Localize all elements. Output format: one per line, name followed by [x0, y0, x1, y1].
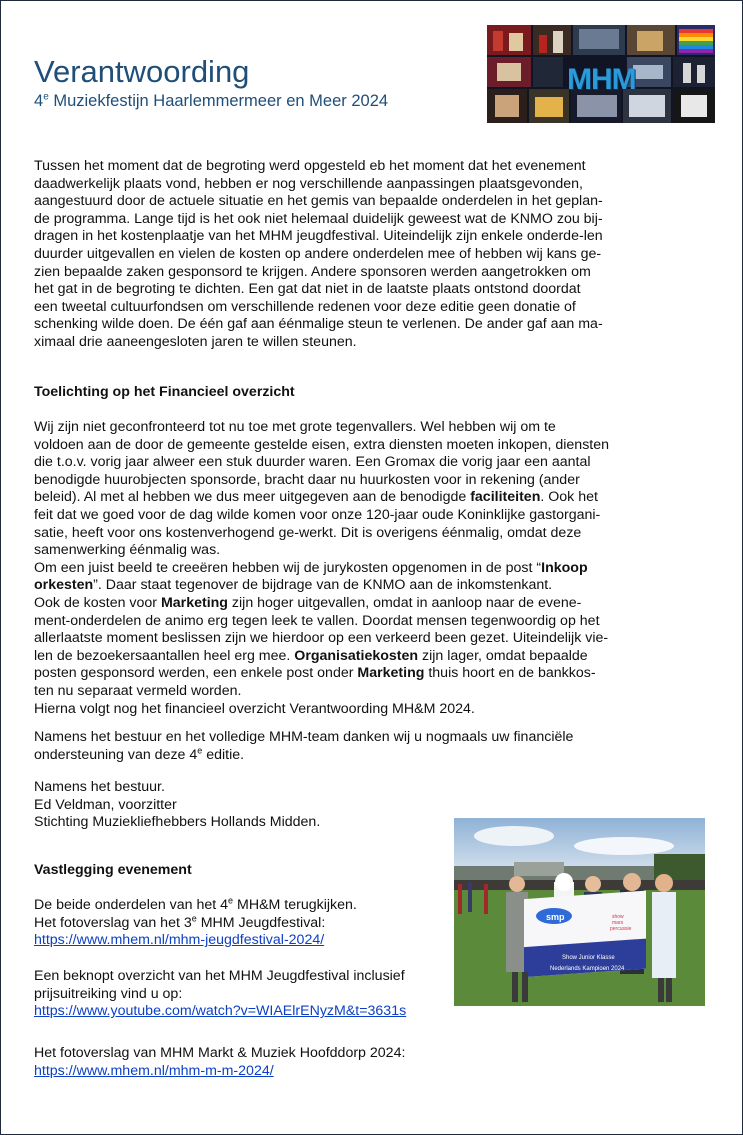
text-line: samenwerking éénmalig was. [34, 542, 221, 559]
banner-text-percussie: percussie [610, 926, 632, 932]
intro-line: de programma. Lange tijd is het ook niet helemaal duidelijk geweest wat de KNMO zou bij- [34, 210, 603, 227]
text-line: allerlaatste moment beslissen zijn we hierdoor op een verkeerd been gezet. Uiteindelijk vie- [34, 630, 609, 647]
text-line: Een beknopt overzicht van het MHM Jeugdfestival inclusief [34, 968, 405, 984]
banner-text-mars: mars [612, 920, 624, 926]
intro-paragraph [34, 158, 694, 352]
banner-text-show: show [612, 914, 624, 920]
text-line: Namens het bestuur en het volledige MHM-team danken wij u nogmaals uw financiële [34, 729, 574, 745]
superscript: e [191, 912, 197, 923]
subtitle-superscript: e [43, 91, 49, 103]
text-run: MHM Jeugdfestival: [196, 914, 326, 931]
bold-term-faciliteiten: faciliteiten [470, 489, 541, 506]
link-markt-muziek-fotoverslag[interactable]: https://www.mhem.nl/mhm-m-m-2024/ [34, 1062, 274, 1079]
intro-line: aangestuurd door de actuele situatie en het gemis van bepaalde onderdelen in het geplan- [34, 193, 603, 210]
text-run: posten gesponsord werden, een enkele post onder [34, 665, 358, 682]
intro-line: Tussen het moment dat de begroting werd opgesteld eb het moment dat het evenement [34, 158, 586, 174]
text-run: ”. Daar staat tegenover de bijdrage van de KNMO aan de inkomstenkant. [93, 577, 553, 594]
superscript: e [197, 744, 203, 755]
intro-line: duurder uitgevallen en vielen de kosten op andere onderdelen mee of hebben wij kans ge- [34, 245, 602, 262]
thanks-paragraph [34, 729, 694, 764]
banner-caption-1: Show Junior Klasse [562, 955, 615, 961]
text-line [34, 489, 694, 507]
text-line [34, 577, 694, 595]
event-photo-graphic [454, 818, 705, 1006]
intro-line: daadwerkelijk plaats vond, hebben er nog verschillende aanpassingen plaatsgevonden, [34, 175, 583, 192]
bold-term-orkesten: orkesten [34, 577, 94, 594]
text-run: MH&M terugkijken. [233, 897, 357, 913]
links-block-2 [34, 968, 454, 1021]
intro-line: dragen in het kostenplaatje van het MHM jeugdfestival. Uiteindelijk zijn enkele onderde-len [34, 228, 603, 245]
text-line: satie, heeft voor ons kostenverhogend ge-werkt. Dit is overigens éénmalig, omdat deze [34, 524, 582, 541]
signature-name: Ed Veldman, voorzitter [34, 796, 177, 813]
text-line: Hierna volgt nog het financieel overzicht Verantwoording MH&M 2024. [34, 700, 475, 717]
text-line: feit dat we goed voor de dag wilde komen voor onze 120-jaar oude Koninklijke gastorgani- [34, 506, 601, 523]
text-line [34, 648, 694, 666]
event-photo [454, 818, 705, 1006]
links-block-3 [34, 1045, 454, 1080]
intro-line: ximaal drie aaneengesloten jaren te willen steunen. [34, 333, 357, 350]
text-line: prijsuitreiking vind u op: [34, 985, 183, 1002]
subtitle-number: 4 [34, 92, 44, 110]
text-run: thuis hoort en de bankkos- [424, 665, 596, 682]
financieel-paragraph [34, 419, 694, 718]
subtitle-text: Muziekfestijn Haarlemmermeer en Meer 2024 [48, 92, 389, 110]
superscript: e [228, 895, 234, 906]
intro-line: een tweetal cultuurfondsen om verschillende redenen voor deze editie geen donatie of [34, 298, 576, 315]
text-line [34, 560, 694, 578]
text-run: beleid). Al met al hebben we dus meer uitgegeven aan de benodigde [34, 489, 471, 506]
text-line: ment-onderdelen de animo erg tegen leek te vallen. Doordat mensen tegenwoordig op het [34, 612, 600, 629]
links-block-1 [34, 897, 454, 950]
signature-line: Namens het bestuur. [34, 779, 165, 795]
text-run: Het fotoverslag van het 3 [34, 914, 192, 931]
text-line [34, 744, 694, 765]
text-run: zijn hoger uitgevallen, omdat in aanloop naar de evene- [227, 594, 582, 611]
text-run: De beide onderdelen van het 4 [34, 897, 229, 913]
text-run: editie. [202, 746, 245, 763]
text-line [34, 897, 454, 915]
page-title: Verantwoording [34, 54, 250, 89]
text-line: benodigde huurobjecten sponsorde, bracht daar nu huurkosten voor in rekening (ander [34, 471, 580, 488]
bold-term-organisatiekosten: Organisatiekosten [294, 647, 419, 664]
text-line: Wij zijn niet geconfronteerd tot nu toe met grote tegenvallers. Wel hebben wij om te [34, 419, 556, 435]
signature-org: Stichting Muziekliefhebbers Hollands Midden. [34, 814, 321, 831]
text-run: Om een juist beeld te creeëren hebben wij de jurykosten opgenomen in de post “ [34, 559, 542, 576]
intro-line: schenking wilde doen. De één gaf aan éénmalige steun te verlenen. De ander gaf aan ma- [34, 316, 603, 333]
text-line: Het fotoverslag van MHM Markt & Muziek Hoofddorp 2024: [34, 1045, 406, 1061]
link-jeugdfestival-fotoverslag[interactable]: https://www.mhem.nl/mhm-jeugdfestival-2024/ [34, 932, 325, 949]
intro-line: het gat in de begroting te dichten. Een gat dat niet in de laatste plaats ontstond doordat [34, 281, 581, 298]
text-run: ondersteuning van deze 4 [34, 746, 198, 763]
text-line [34, 595, 694, 613]
page-subtitle [34, 91, 388, 111]
header-collage-image [487, 25, 715, 123]
text-line [34, 912, 454, 933]
text-run: . Ook het [540, 489, 598, 506]
text-line: die t.o.v. vorig jaar alweer een stuk duurder waren. Een Gromax die vorig jaar een aantal [34, 454, 591, 471]
section-heading-vastlegging: Vastlegging evenement [34, 862, 192, 878]
intro-line: zien bepaalde zaken gesponsord te krijgen. Andere sponsoren werden aangetrokken om [34, 263, 591, 280]
text-run: zijn lager, omdat bepaalde [418, 647, 588, 664]
text-run: len de bezoekersaantallen heel erg mee. [34, 647, 295, 664]
text-run: Ook de kosten voor [34, 594, 161, 611]
text-line: ten nu separaat vermeld worden. [34, 682, 242, 699]
text-line: voldoen aan de door de gemeente gestelde eisen, extra diensten moeten inkopen, diensten [34, 436, 610, 453]
bold-term-inkoop: Inkoop [541, 559, 588, 576]
bold-term-marketing: Marketing [357, 665, 425, 682]
section-heading-financieel: Toelichting op het Financieel overzicht [34, 384, 295, 400]
mhm-logo: MHM [567, 63, 636, 96]
bold-term-marketing: Marketing [160, 594, 228, 611]
link-youtube-overzicht[interactable]: https://www.youtube.com/watch?v=WIAElrENyzM&t=3631s [34, 1003, 407, 1020]
banner-logo: smp [546, 912, 565, 922]
banner-caption-2: Nederlands Kampioen 2024 [550, 966, 625, 972]
text-line [34, 665, 694, 683]
